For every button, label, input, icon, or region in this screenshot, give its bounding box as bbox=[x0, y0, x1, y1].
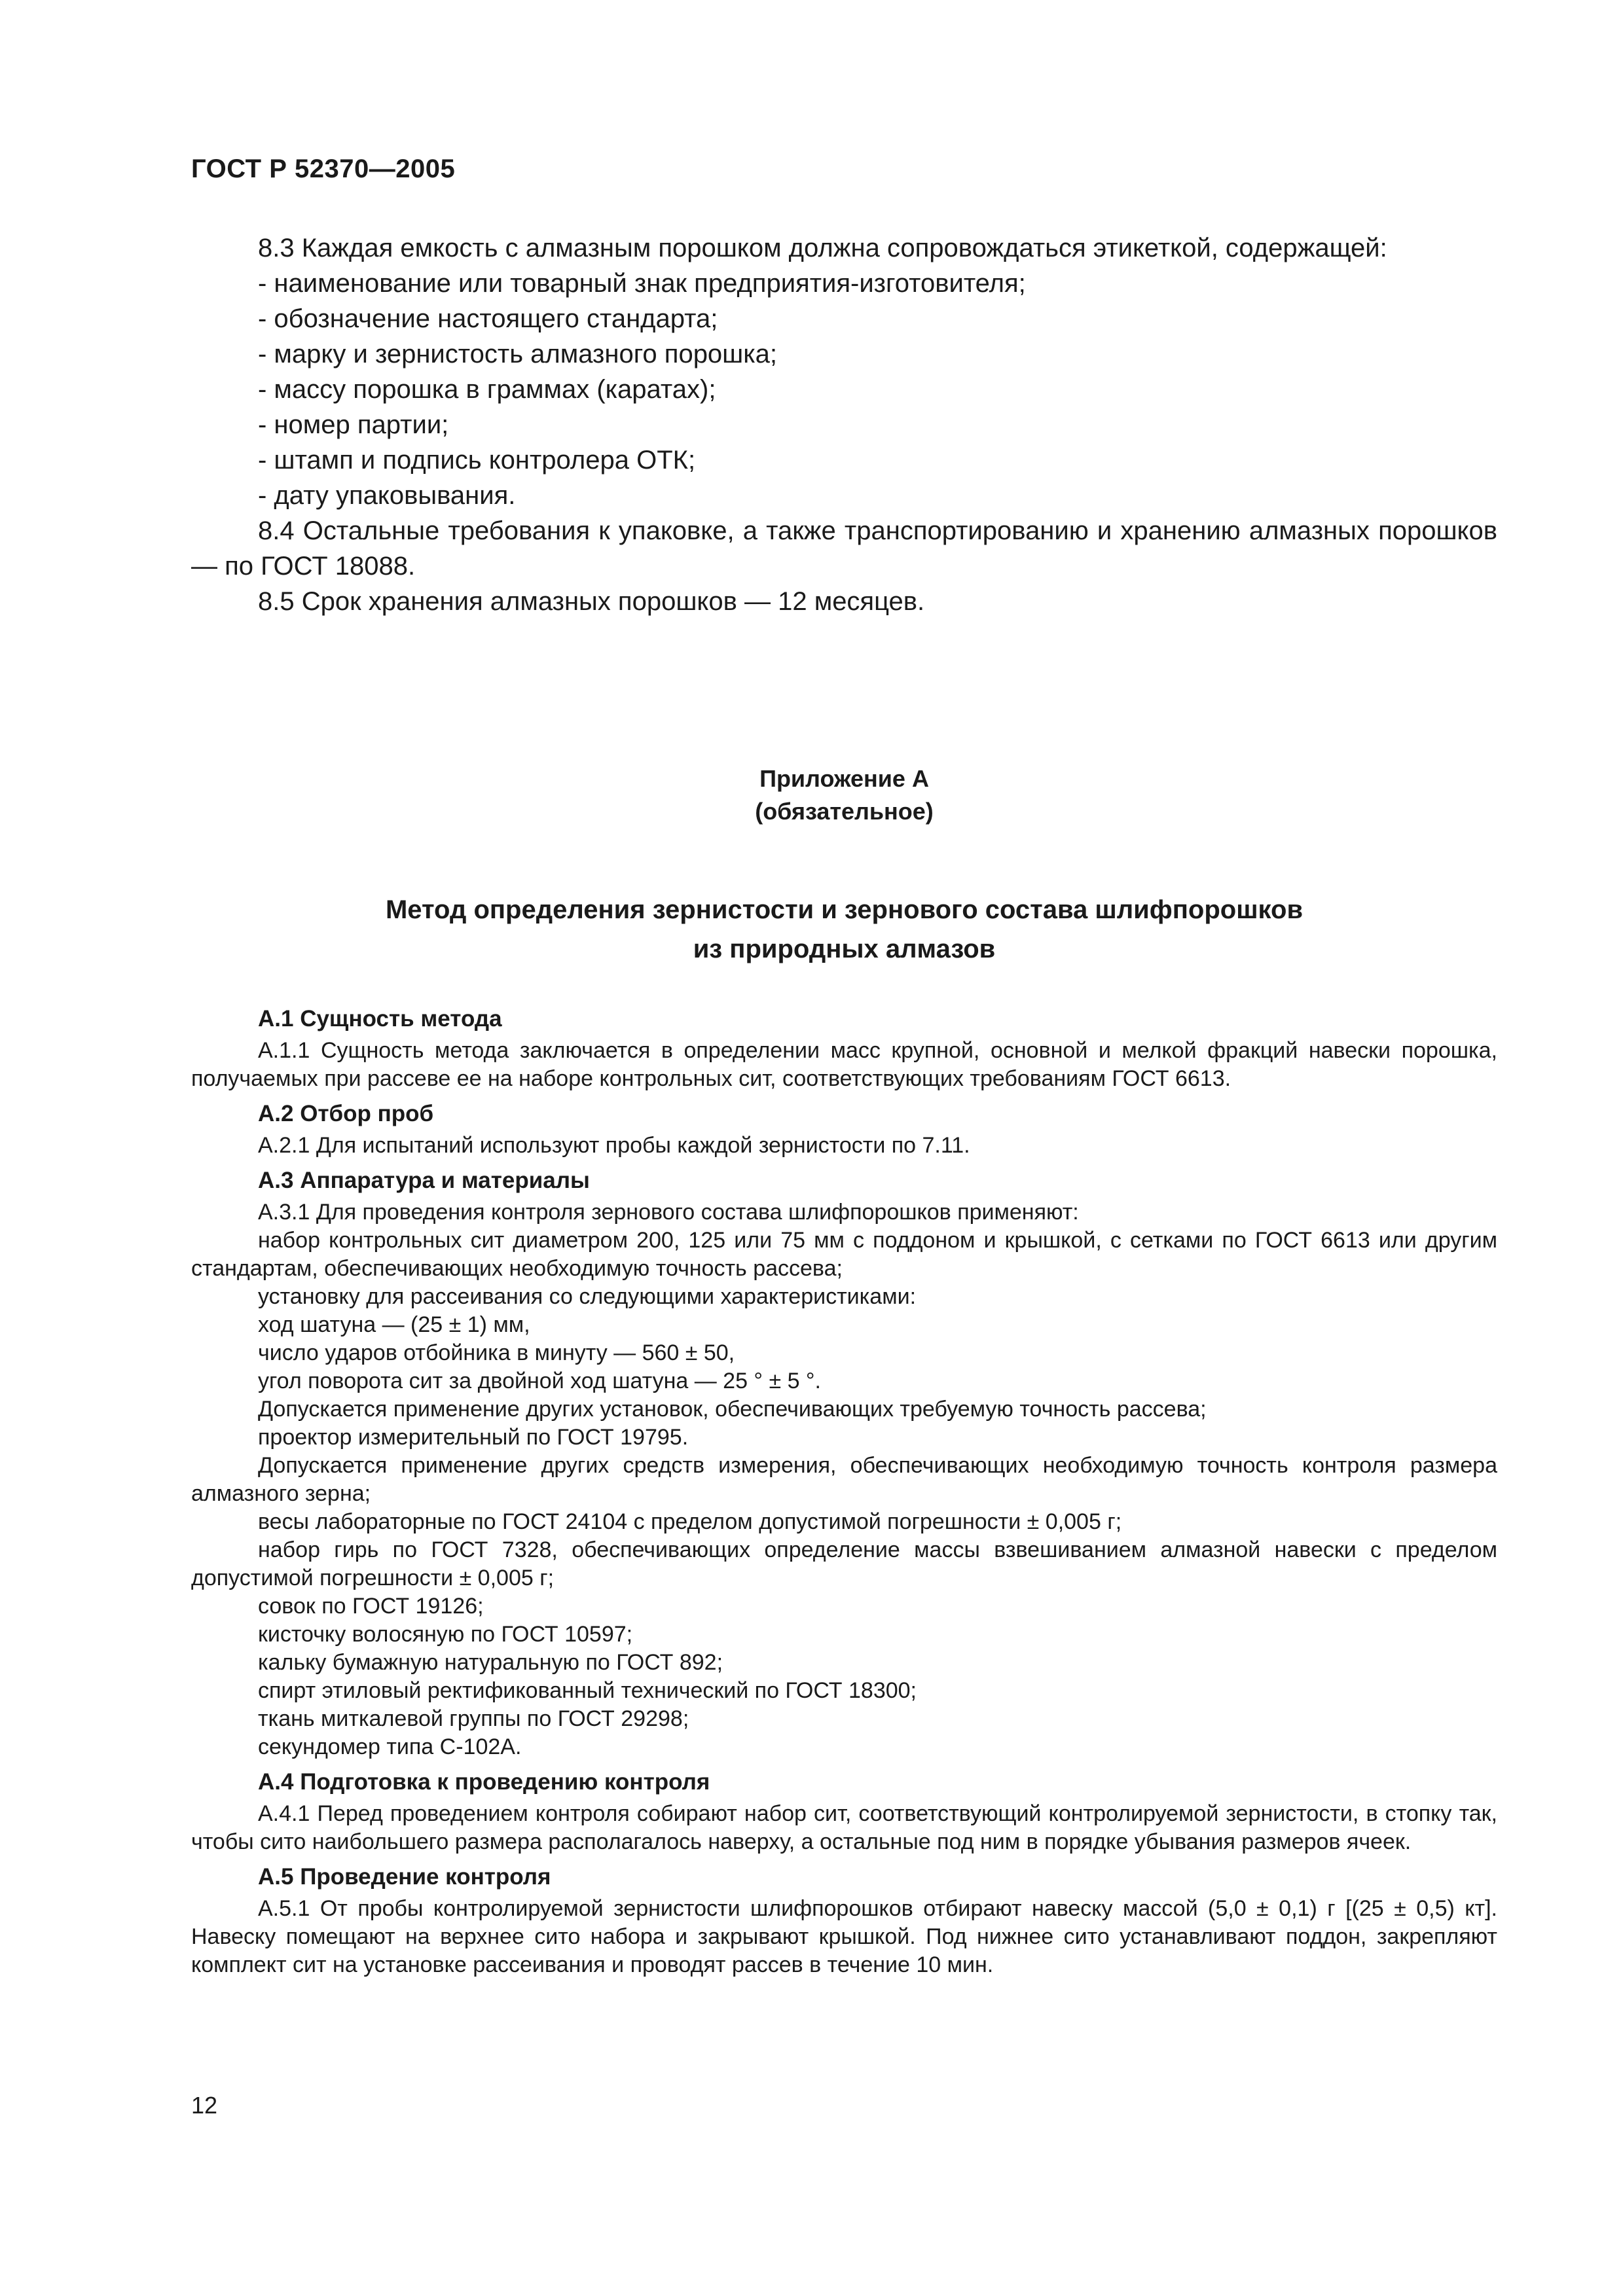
appendix-title-line-2: из природных алмазов bbox=[693, 935, 996, 963]
document-header: ГОСТ Р 52370—2005 bbox=[191, 154, 456, 183]
appendix-title bbox=[191, 890, 1497, 969]
paragraph-a4-1: А.4.1 Перед проведением контроля собирают набор сит, соответствующий контролируемой зернистости, в стопку так, чтобы сито наибольшего размера располагалось наверху, а остальные под ним в порядке убывания размеров ячеек. bbox=[191, 1801, 1497, 1854]
appendix-label: Приложение А bbox=[759, 765, 929, 792]
section-heading-a1: А.1 Сущность метода bbox=[258, 1006, 502, 1031]
list-item: число ударов отбойника в минуту — 560 ± 50, bbox=[258, 1340, 735, 1365]
list-item: - наименование или товарный знак предприятия-изготовителя; bbox=[258, 269, 1026, 298]
list-item: Допускается применение других средств измерения, обеспечивающих необходимую точность контроля размера алмазного зерна; bbox=[191, 1453, 1497, 1506]
list-item: спирт этиловый ректификованный технический по ГОСТ 18300; bbox=[258, 1678, 917, 1703]
section-8 bbox=[191, 230, 1497, 619]
list-item: совок по ГОСТ 19126; bbox=[258, 1594, 484, 1619]
list-item: набор контрольных сит диаметром 200, 125 или 75 мм с поддоном и крышкой, с сетками по ГОСТ 6613 или другим стандартам, обеспечивающих необходимую точность рассева; bbox=[191, 1228, 1497, 1281]
appendix-body bbox=[191, 1005, 1497, 1979]
list-item: ткань миткалевой группы по ГОСТ 29298; bbox=[258, 1706, 689, 1731]
paragraph-a2-1: А.2.1 Для испытаний используют пробы каждой зернистости по 7.11. bbox=[258, 1133, 970, 1158]
paragraph-a3-1: А.3.1 Для проведения контроля зернового состава шлифпорошков применяют: bbox=[258, 1200, 1079, 1225]
list-item: секундомер типа С-102А. bbox=[258, 1734, 522, 1759]
list-item: - обозначение настоящего стандарта; bbox=[258, 304, 718, 333]
list-item: весы лабораторные по ГОСТ 24104 с пределом допустимой погрешности ± 0,005 г; bbox=[258, 1509, 1122, 1534]
list-item: - марку и зернистость алмазного порошка; bbox=[258, 340, 778, 368]
paragraph-8-4: 8.4 Остальные требования к упаковке, а также транспортированию и хранению алмазных порошков — по ГОСТ 18088. bbox=[191, 516, 1497, 581]
list-item: - штамп и подпись контролера ОТК; bbox=[258, 446, 696, 475]
section-heading-a4: А.4 Подготовка к проведению контроля bbox=[258, 1769, 710, 1795]
paragraph-8-3: 8.3 Каждая емкость с алмазным порошком должна сопровождаться этикеткой, содержащей: bbox=[258, 234, 1387, 262]
list-item: кальку бумажную натуральную по ГОСТ 892; bbox=[258, 1650, 723, 1675]
list-item: кисточку волосяную по ГОСТ 10597; bbox=[258, 1622, 633, 1647]
list-item: набор гирь по ГОСТ 7328, обеспечивающих определение массы взвешиванием алмазной навески с пределом допустимой погрешности ± 0,005 г; bbox=[191, 1537, 1497, 1590]
list-item: угол поворота сит за двойной ход шатуна — 25 ° ± 5 °. bbox=[258, 1369, 821, 1393]
section-heading-a3: А.3 Аппаратура и материалы bbox=[258, 1168, 590, 1193]
list-item: Допускается применение других установок, обеспечивающих требуемую точность рассева; bbox=[258, 1397, 1207, 1422]
paragraph-a5-1: А.5.1 От пробы контролируемой зернистости шлифпорошков отбирают навеску массой (5,0 ± 0,1) г [(25 ± 0,5) кт]. Навеску помещают на верхнее сито набора и закрывают крышкой. Под нижнее сито устанавливают поддон, закрепляют комплект сит на установке рассеивания и проводят рассев в течение 10 мин. bbox=[191, 1896, 1497, 1977]
list-item: проектор измерительный по ГОСТ 19795. bbox=[258, 1425, 689, 1450]
paragraph-8-5: 8.5 Срок хранения алмазных порошков — 12 месяцев. bbox=[258, 587, 925, 616]
list-item: - номер партии; bbox=[258, 410, 449, 439]
appendix-title-line-1: Метод определения зернистости и зернового состава шлифпорошков bbox=[385, 895, 1304, 924]
section-heading-a2: А.2 Отбор проб bbox=[258, 1101, 434, 1126]
list-item: ход шатуна — (25 ± 1) мм, bbox=[258, 1312, 530, 1337]
page-number: 12 bbox=[191, 2092, 218, 2119]
paragraph-a1-1: А.1.1 Сущность метода заключается в определении масс крупной, основной и мелкой фракций навески порошка, получаемых при рассеве ее на наборе контрольных сит, соответствующих требованиям ГОСТ 6613. bbox=[191, 1038, 1497, 1091]
list-item: - дату упаковывания. bbox=[258, 481, 516, 510]
list-item: - массу порошка в граммах (каратах); bbox=[258, 375, 716, 404]
list-item: установку для рассеивания со следующими характеристиками: bbox=[258, 1284, 917, 1309]
section-heading-a5: А.5 Проведение контроля bbox=[258, 1864, 551, 1890]
appendix-heading bbox=[191, 762, 1497, 828]
appendix-status: (обязательное) bbox=[755, 798, 934, 825]
